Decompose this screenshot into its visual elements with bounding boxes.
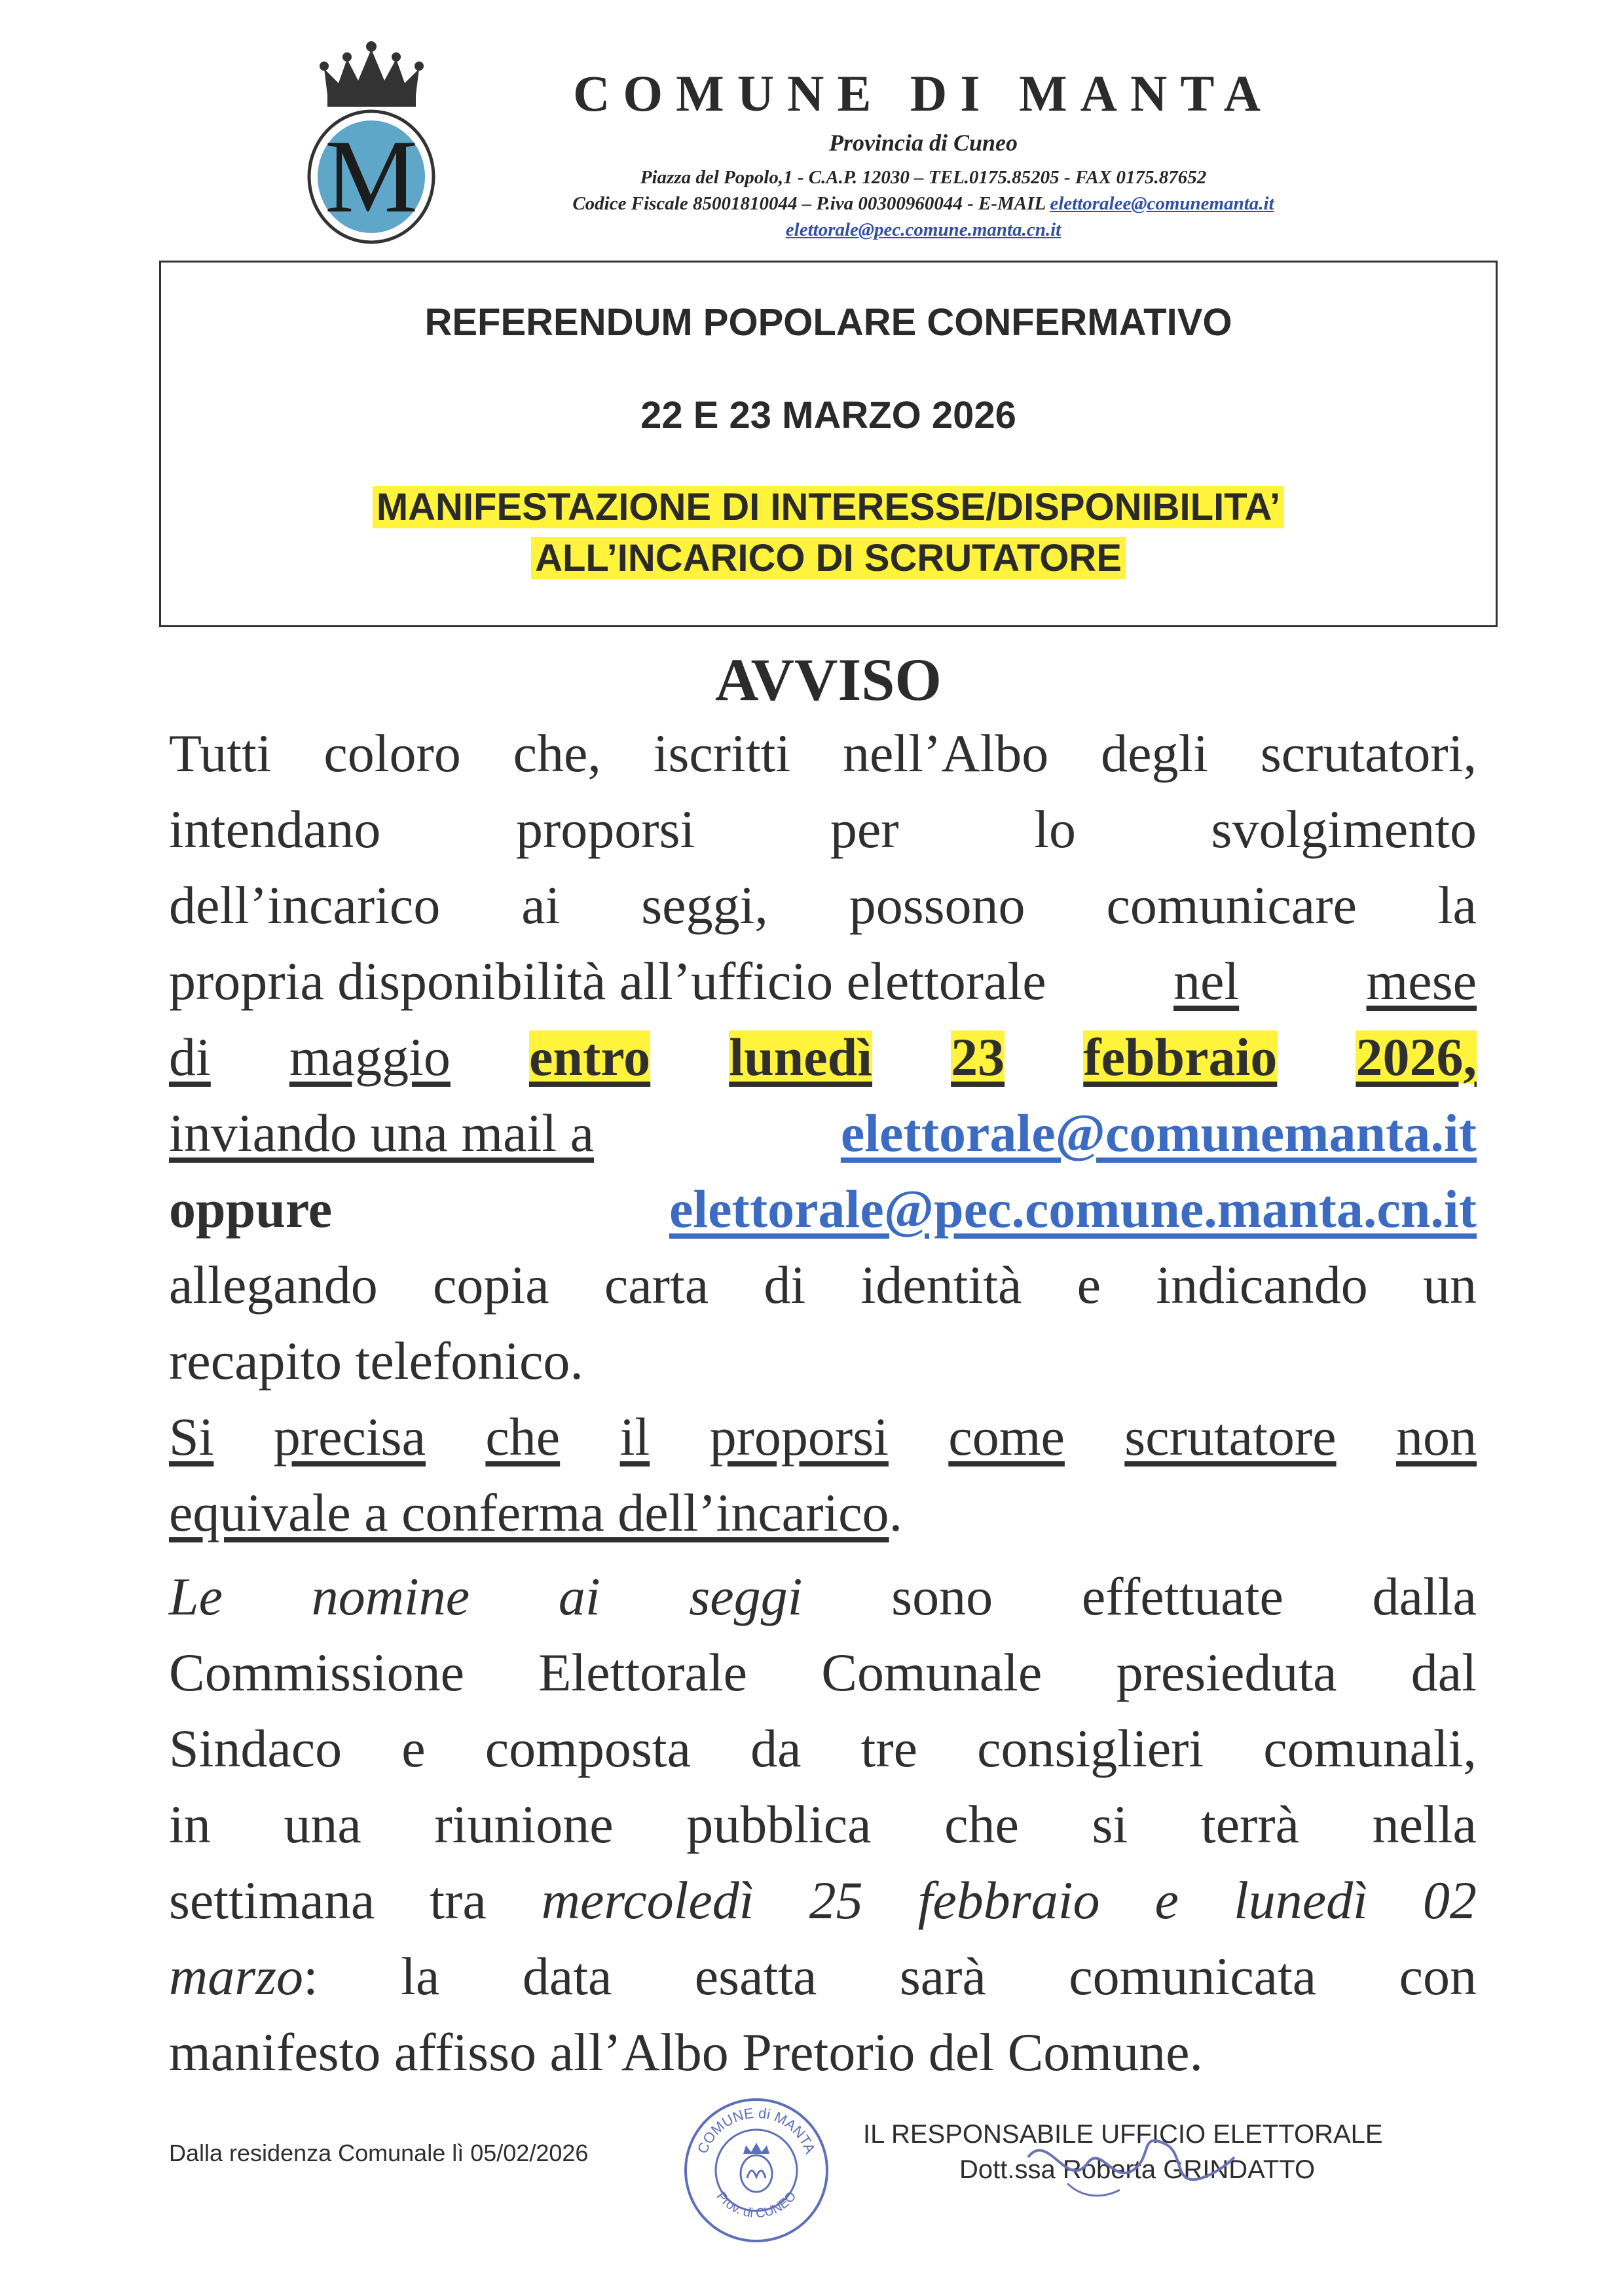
text-line: in una riunione pubblica che si terrà nella bbox=[169, 1795, 1477, 1854]
pec-link[interactable]: elettorale@pec.comune.manta.cn.it bbox=[669, 1179, 1477, 1239]
text-line: propria disponibilità all’ufficio elettorale nel mese bbox=[169, 951, 1477, 1011]
province: Provincia di Cuneo bbox=[828, 130, 1018, 156]
address-line: Piazza del Popolo,1 - C.A.P. 12030 – TEL.0175.85205 - FAX 0175.87652 bbox=[640, 167, 1207, 188]
email-line: inviando una mail a elettorale@comunemanta.it bbox=[169, 1103, 1477, 1163]
handwritten-signature bbox=[1008, 2118, 1244, 2210]
text-line: Si precisa che il proporsi come scrutatore non bbox=[169, 1407, 1477, 1467]
stamp-top-text: COMUNE di MANTA bbox=[693, 2104, 819, 2157]
stamp-bottom-text: Prov. di CUNEO bbox=[713, 2189, 800, 2221]
header-email-link[interactable]: elettoralee@comunemanta.it bbox=[1050, 193, 1274, 214]
signatory-name: Dott.ssa Roberta GRINDATTO bbox=[959, 2155, 1316, 2184]
box-date: 22 E 23 MARZO 2026 bbox=[640, 394, 1016, 437]
crown-icon bbox=[320, 41, 424, 107]
text-line: Tutti coloro che, iscritti nell’Albo degli scrutatori, bbox=[169, 723, 1477, 783]
official-stamp bbox=[678, 2092, 835, 2249]
pec-line bbox=[498, 219, 1349, 241]
text-line: manifesto affisso all’Albo Pretorio del Comune. bbox=[169, 2022, 1203, 2082]
text-line: equivale a conferma dell’incarico . bbox=[169, 1483, 903, 1542]
fiscal-line bbox=[458, 193, 1388, 215]
text-line: settimana tra mercoledì 25 febbraio e lunedì 02 bbox=[169, 1870, 1477, 1930]
municipal-coat-of-arms bbox=[298, 36, 445, 246]
box-title: REFERENDUM POPOLARE CONFERMATIVO bbox=[424, 301, 1232, 344]
box-subject-1: MANIFESTAZIONE DI INTERESSE/DISPONIBILITA’ bbox=[373, 486, 1284, 528]
email-link[interactable]: elettorale@comunemanta.it bbox=[840, 1103, 1477, 1163]
header-pec-link[interactable]: elettorale@pec.comune.manta.cn.it bbox=[785, 219, 1061, 240]
stamp-crest-icon bbox=[741, 2143, 772, 2192]
town-name: COMUNE DI MANTA bbox=[573, 65, 1274, 122]
fiscal-text: Codice Fiscale 85001810044 – P.iva 00300960044 - E-MAIL bbox=[572, 193, 1046, 214]
title-box bbox=[159, 261, 1498, 627]
text-line: dell’incarico ai seggi, possono comunicare la bbox=[169, 875, 1477, 935]
text-line: Commissione Elettorale Comunale presieduta dal bbox=[169, 1643, 1477, 1702]
deadline-line: di maggio entro lunedì 23 febbraio 2026, bbox=[169, 1027, 1477, 1087]
signatory-role: IL RESPONSABILE UFFICIO ELETTORALE bbox=[863, 2120, 1383, 2149]
text-line: marzo: la data esatta sarà comunicata con bbox=[169, 1946, 1477, 2006]
text-line: Sindaco e composta da tre consiglieri comunali, bbox=[169, 1719, 1477, 1778]
text-line: allegando copia carta di identità e indicando un bbox=[169, 1255, 1477, 1315]
box-subject-2: ALL’INCARICO DI SCRUTATORE bbox=[531, 537, 1126, 579]
text-line: intendano proporsi per lo svolgimento bbox=[169, 799, 1477, 859]
pec-line-body: oppure elettorale@pec.comune.manta.cn.it bbox=[169, 1179, 1477, 1239]
text-line: recapito telefonico. bbox=[169, 1331, 583, 1391]
svg-text:Prov. di CUNEO bbox=[714, 2189, 800, 2221]
notice-title: AVVISO bbox=[715, 646, 942, 713]
logo-letter: M bbox=[324, 118, 418, 234]
date-line: Dalla residenza Comunale lì 05/02/2026 bbox=[169, 2140, 589, 2166]
text-line: Le nomine ai seggi sono effettuate dalla bbox=[169, 1567, 1477, 1626]
